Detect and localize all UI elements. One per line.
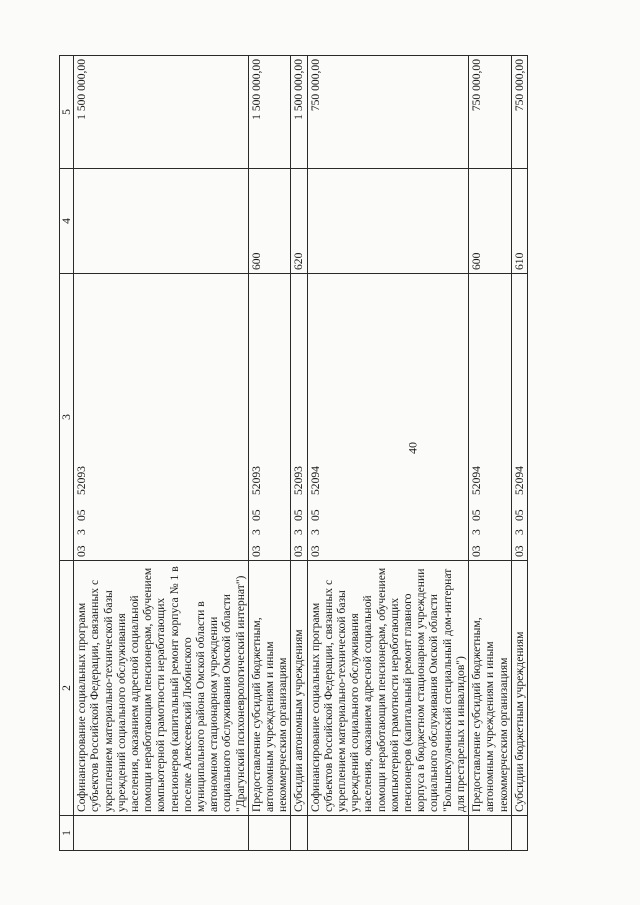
row-col-1 xyxy=(469,816,512,851)
code-part: 3 xyxy=(512,529,526,535)
row-vr xyxy=(307,169,468,274)
header-col-5: 5 xyxy=(60,56,74,169)
row-name: Предоставление субсидий бюджетным, автономным учреждениям и иным некоммерческим организациям xyxy=(469,561,512,816)
row-name: Предоставление субсидий бюджетным, автономным учреждениям и иным некоммерческим организациям xyxy=(248,561,291,816)
row-code xyxy=(74,274,249,561)
row-code xyxy=(291,274,307,561)
row-col-1 xyxy=(248,816,291,851)
code-part: 05 xyxy=(308,509,322,521)
code-part: 52094 xyxy=(512,466,526,495)
code-part: 05 xyxy=(512,509,526,521)
header-col-4: 4 xyxy=(60,169,74,274)
rotated-table-wrapper xyxy=(59,59,587,851)
row-code xyxy=(307,274,468,561)
table-row xyxy=(511,56,527,851)
row-sum: 1 500 000,00 xyxy=(291,56,307,169)
code-part: 3 xyxy=(470,529,484,535)
row-code xyxy=(511,274,527,561)
row-col-1 xyxy=(74,816,249,851)
header-col-1: 1 xyxy=(60,816,74,851)
row-vr: 610 xyxy=(511,169,527,274)
row-name: Субсидии автономным учреждениям xyxy=(291,561,307,816)
row-sum: 750 000,00 xyxy=(307,56,468,169)
code-part: 3 xyxy=(308,529,322,535)
code-part: 05 xyxy=(470,509,484,521)
code-part: 03 xyxy=(75,545,89,557)
row-sum: 750 000,00 xyxy=(511,56,527,169)
row-col-1 xyxy=(307,816,468,851)
code-part: 03 xyxy=(308,545,322,557)
row-col-1 xyxy=(511,816,527,851)
budget-table xyxy=(59,55,528,851)
code-part: 52093 xyxy=(75,466,89,495)
page-number: 40 xyxy=(405,442,420,454)
code-part: 3 xyxy=(75,529,89,535)
code-part: 03 xyxy=(512,545,526,557)
row-sum: 1 500 000,00 xyxy=(74,56,249,169)
code-part: 3 xyxy=(249,529,263,535)
table-row xyxy=(307,56,468,851)
row-sum: 750 000,00 xyxy=(469,56,512,169)
code-part: 05 xyxy=(292,509,306,521)
header-col-2: 2 xyxy=(60,561,74,816)
code-part: 3 xyxy=(292,529,306,535)
code-part: 03 xyxy=(249,545,263,557)
table-row xyxy=(291,56,307,851)
row-sum: 1 500 000,00 xyxy=(248,56,291,169)
row-vr: 620 xyxy=(291,169,307,274)
code-part: 05 xyxy=(75,509,89,521)
row-code xyxy=(469,274,512,561)
code-part: 03 xyxy=(470,545,484,557)
code-part: 52093 xyxy=(292,466,306,495)
header-col-3: 3 xyxy=(60,274,74,561)
code-part: 05 xyxy=(249,509,263,521)
table-row xyxy=(248,56,291,851)
table-row xyxy=(469,56,512,851)
table-header-row xyxy=(60,56,74,851)
code-part: 52094 xyxy=(308,466,322,495)
row-code xyxy=(248,274,291,561)
row-vr: 600 xyxy=(469,169,512,274)
row-name: Софинансирование социальных программ субъектов Российской Федерации, связанных с укреплением материально-технической базы учреждений социального обслуживания населения, оказанием адресной социальной помощи неработающим пенсионерам, обучением компьютерной грамотности неработающих пенсионеров (капитальный ремонт корпуса № 1 в поселке Алексеевский Любинского муниципального района Омской области в автономном стационарном учреждении социального обслуживания Омской области "Драгунский психоневрологический интернат") xyxy=(74,561,249,816)
row-vr: 600 xyxy=(248,169,291,274)
row-name: Субсидии бюджетным учреждениям xyxy=(511,561,527,816)
code-part: 52093 xyxy=(249,466,263,495)
code-part: 52094 xyxy=(470,466,484,495)
row-name: Софинансирование социальных программ субъектов Российской Федерации, связанных с укреплением материально-технической базы учреждений социального обслуживания населения, оказанием адресной социальной помощи неработающим пенсионерам, обучением компьютерной грамотности неработающих пенсионеров (капитальный ремонт главного корпуса в бюджетном стационарном учреждении социального обслуживания Омской области "Большекулачинский специальный дом-интернат для престарелых и инвалидов") xyxy=(307,561,468,816)
code-part: 03 xyxy=(292,545,306,557)
table-row xyxy=(74,56,249,851)
row-col-1 xyxy=(291,816,307,851)
row-vr xyxy=(74,169,249,274)
